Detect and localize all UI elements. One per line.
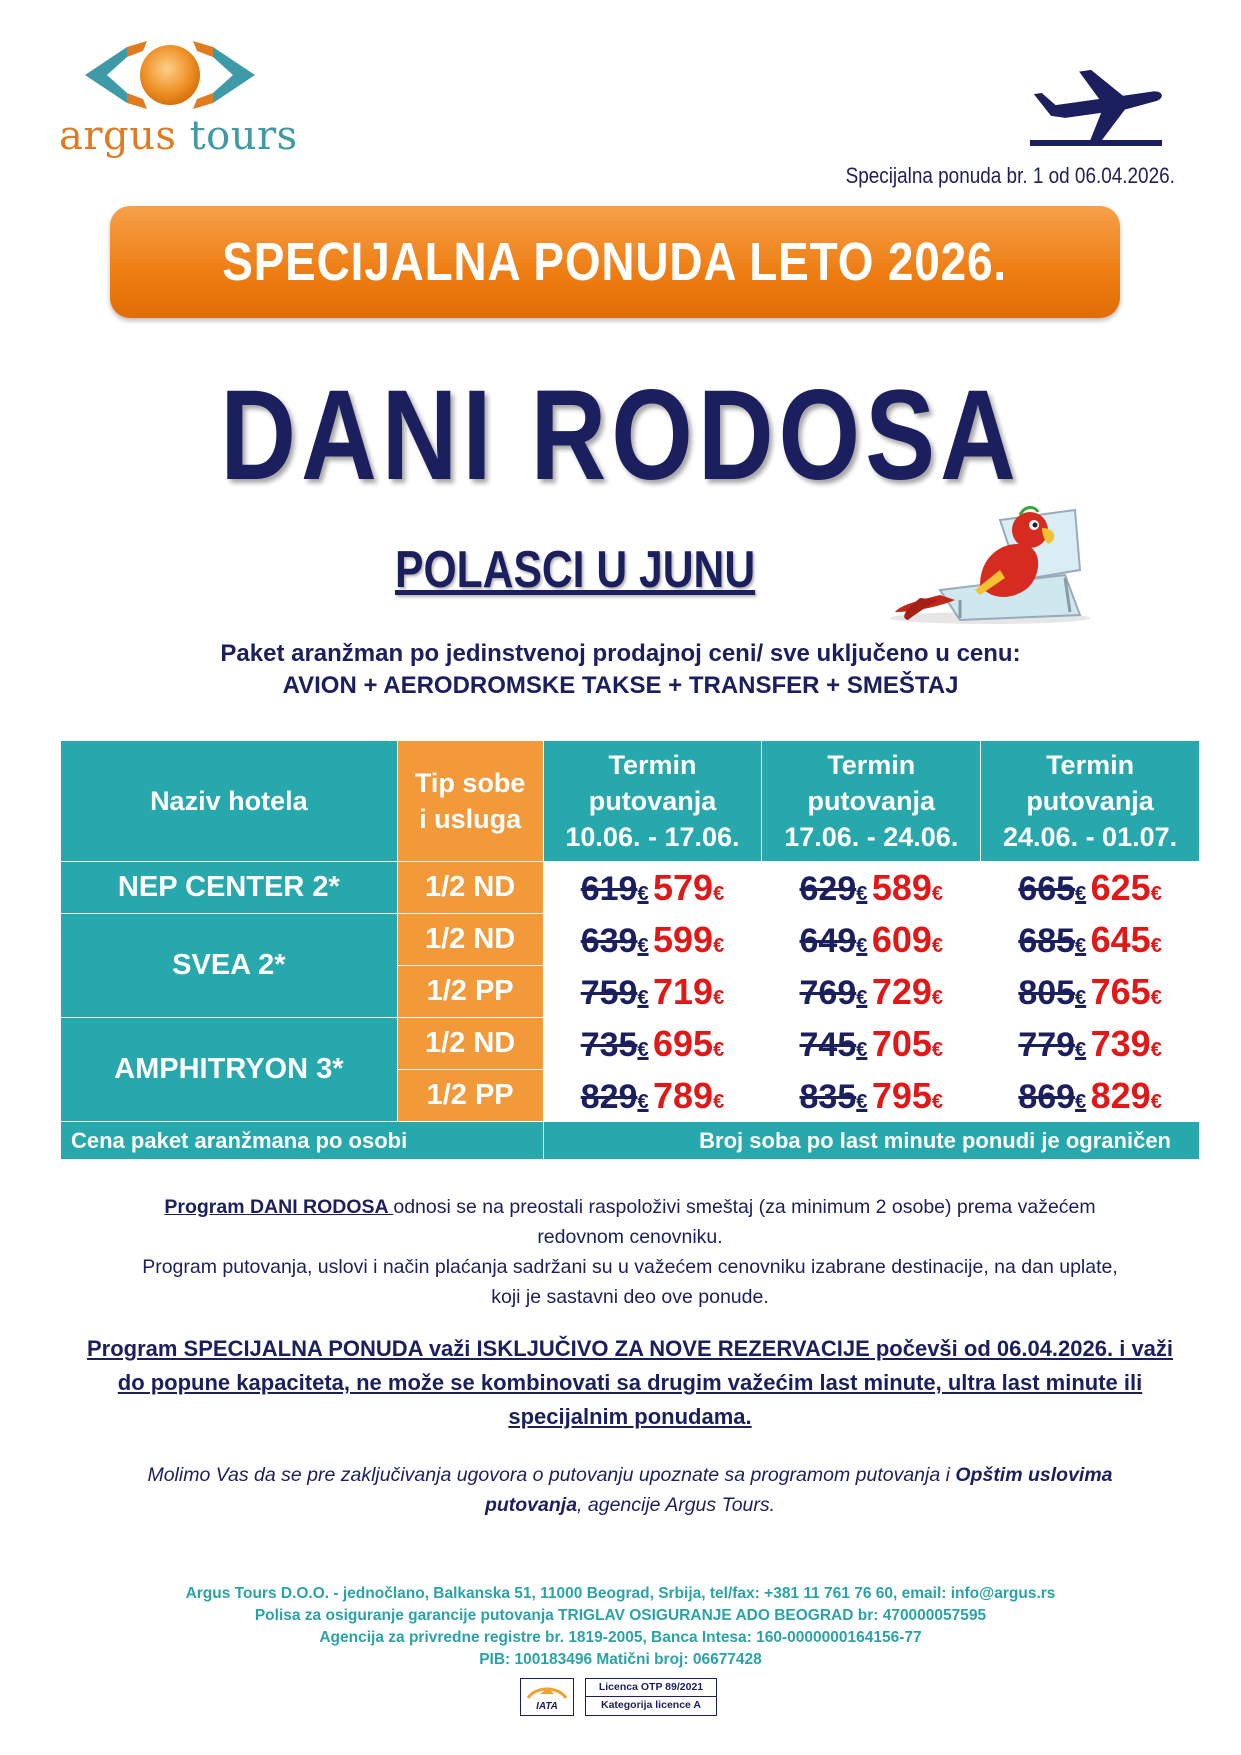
header-term-2 [762, 741, 981, 862]
hotel-name: SVEA 2* [61, 914, 398, 1018]
general-terms-link-2: putovanja [484, 1494, 578, 1516]
license-line-1: Licenca OTP 89/2021 [598, 1681, 704, 1693]
special-line-1: Program SPECIJALNA PONUDA važi ISKLJUČIVO ZA NOVE REZERVACIJE počevši od 06.04.2026. i važi [86, 1336, 1174, 1361]
header-term-label-2: putovanja [588, 786, 717, 816]
table-header-row [61, 741, 1200, 862]
new-price: 609€ [871, 918, 944, 960]
price-cell [543, 1018, 762, 1070]
header-room-type-line1: Tip sobe [414, 768, 526, 798]
new-price: 795€ [871, 1074, 944, 1116]
iata-badge [520, 1678, 574, 1716]
room-type: 1/2 ND [397, 862, 543, 914]
special-offer-paragraph [60, 1332, 1200, 1434]
new-price: 789€ [653, 1074, 725, 1116]
table-row [61, 862, 1200, 914]
price-cell [762, 1018, 981, 1070]
hotel-name: NEP CENTER 2* [61, 862, 398, 914]
iata-text: IATA [536, 1701, 558, 1712]
old-price: 805€ [1018, 973, 1087, 1012]
logo-wordmark [59, 113, 298, 159]
price-per-person-note: Cena paket aranžmana po osobi [61, 1122, 544, 1160]
terms-notice [60, 1460, 1200, 1520]
program-text-1: odnosi se na preostali raspoloživi smeštaj (za minimum 2 osobe) prema važećem [393, 1196, 1096, 1218]
old-price: 629€ [799, 869, 868, 908]
price-cell [543, 914, 762, 966]
new-price: 729€ [871, 970, 944, 1012]
price-cell [981, 966, 1200, 1018]
old-price: 759€ [580, 973, 649, 1012]
old-price: 779€ [1018, 1025, 1087, 1064]
header-term-label: Termin [1046, 750, 1135, 780]
price-cell [981, 862, 1200, 914]
offer-number: Specijalna ponuda br. 1 od 06.04.2026. [845, 163, 1175, 188]
license-line-2: Kategorija licence A [586, 1696, 716, 1714]
price-cell [543, 1070, 762, 1122]
logo-word-argus: argus [59, 113, 177, 159]
room-type: 1/2 PP [397, 966, 543, 1018]
eye-logo-icon [55, 35, 285, 115]
old-price: 769€ [799, 973, 868, 1012]
intro-line-1: Paket aranžman po jedinstvenoj prodajnoj ceni/ sve uključeno u cenu: [220, 640, 1021, 667]
notice-text-2: , agencije Argus Tours. [577, 1494, 776, 1516]
parrot-lounger-illustration [880, 500, 1100, 625]
company-footer [0, 1583, 1241, 1671]
notice-text-1: Molimo Vas da se pre zaključivanja ugovora o putovanju upoznate sa programom putovanja i [147, 1464, 956, 1486]
price-cell [543, 862, 762, 914]
old-price: 685€ [1018, 921, 1087, 960]
new-price: 829€ [1090, 1074, 1162, 1116]
header-room-type [397, 741, 543, 862]
price-cell [981, 914, 1200, 966]
table-footer-row [61, 1122, 1200, 1160]
header-term-dates: 17.06. - 24.06. [784, 822, 959, 852]
limited-rooms-note: Broj soba po last minute ponudi je ograničen [543, 1122, 1199, 1160]
header-term-3 [981, 741, 1200, 862]
room-type: 1/2 ND [397, 914, 543, 966]
header-term-dates: 10.06. - 17.06. [565, 822, 740, 852]
hotel-name: AMPHITRYON 3* [61, 1018, 398, 1122]
new-price: 589€ [871, 866, 944, 908]
header-term-1 [543, 741, 762, 862]
price-cell [762, 862, 981, 914]
program-text-2: redovnom cenovniku. [537, 1226, 723, 1248]
special-line-2: do popune kapaciteta, ne može se kombinovati sa drugim važećim last minute, ultra last minute ili [117, 1370, 1143, 1395]
table-row [61, 914, 1200, 966]
program-label: Program DANI RODOSA [164, 1196, 394, 1218]
header-term-label-2: putovanja [807, 786, 936, 816]
footer-line-4: PIB: 100183496 Matični broj: 06677428 [479, 1651, 762, 1668]
new-price: 705€ [871, 1022, 944, 1064]
old-price: 735€ [580, 1025, 649, 1064]
price-cell [981, 1018, 1200, 1070]
header-term-label: Termin [608, 750, 697, 780]
new-price: 625€ [1090, 866, 1162, 908]
general-terms-link: Opštim uslovima [955, 1464, 1113, 1486]
footer-line-3: Agencija za privredne registre br. 1819-2005, Banca Intesa: 160-0000000164156-77 [319, 1629, 922, 1646]
airplane-icon [1030, 55, 1170, 150]
new-price: 579€ [653, 866, 725, 908]
program-text-4: koji je sastavni deo ove ponude. [491, 1286, 769, 1308]
footer-line-2: Polisa za osiguranje garancije putovanja TRIGLAV OSIGURANJE ADO BEOGRAD br: 470000057595 [254, 1607, 987, 1624]
iata-logo-icon [524, 1682, 570, 1712]
offer-banner [110, 206, 1120, 318]
price-table [60, 740, 1200, 1160]
room-type: 1/2 ND [397, 1018, 543, 1070]
price-cell [762, 1070, 981, 1122]
page-title: DANI RODOSA [220, 364, 1021, 507]
price-cell [762, 914, 981, 966]
header-term-dates: 24.06. - 01.07. [1003, 822, 1178, 852]
old-price: 619€ [580, 869, 649, 908]
price-cell [762, 966, 981, 1018]
new-price: 599€ [653, 918, 725, 960]
program-paragraph [60, 1192, 1200, 1312]
old-price: 869€ [1018, 1077, 1087, 1116]
header-hotel-name: Naziv hotela [61, 741, 398, 862]
new-price: 739€ [1090, 1022, 1162, 1064]
special-line-3: specijalnim ponudama. [508, 1404, 752, 1429]
old-price: 829€ [580, 1077, 649, 1116]
old-price: 649€ [799, 921, 868, 960]
header-term-label: Termin [827, 750, 916, 780]
price-cell [543, 966, 762, 1018]
price-cell [981, 1070, 1200, 1122]
page-subtitle: POLASCI U JUNU [395, 541, 756, 599]
new-price: 719€ [653, 970, 725, 1012]
program-text-3: Program putovanja, uslovi i način plaćanja sadržani su u važećem cenovniku izabrane destinacije, na dan uplate, [142, 1256, 1118, 1278]
old-price: 745€ [799, 1025, 868, 1064]
header-term-label-2: putovanja [1026, 786, 1154, 816]
new-price: 765€ [1090, 970, 1162, 1012]
intro-line-2: AVION + AERODROMSKE TAKSE + TRANSFER + SMEŠTAJ [282, 672, 959, 699]
argus-tours-logo [55, 35, 315, 165]
old-price: 835€ [799, 1077, 868, 1116]
new-price: 695€ [653, 1022, 725, 1064]
banner-text: SPECIJALNA PONUDA LETO 2026. [222, 232, 1008, 292]
old-price: 639€ [580, 921, 649, 960]
table-row [61, 1018, 1200, 1070]
logo-word-tours: tours [189, 113, 298, 159]
header-room-type-line2: i usluga [419, 804, 522, 834]
license-box [585, 1678, 717, 1716]
old-price: 665€ [1018, 869, 1087, 908]
footer-line-1: Argus Tours D.O.O. - jednočlano, Balkanska 51, 11000 Beograd, Srbija, tel/fax: +381 11 761 76 60, email: info@argus.rs [185, 1585, 1056, 1602]
room-type: 1/2 PP [397, 1070, 543, 1122]
new-price: 645€ [1090, 918, 1162, 960]
